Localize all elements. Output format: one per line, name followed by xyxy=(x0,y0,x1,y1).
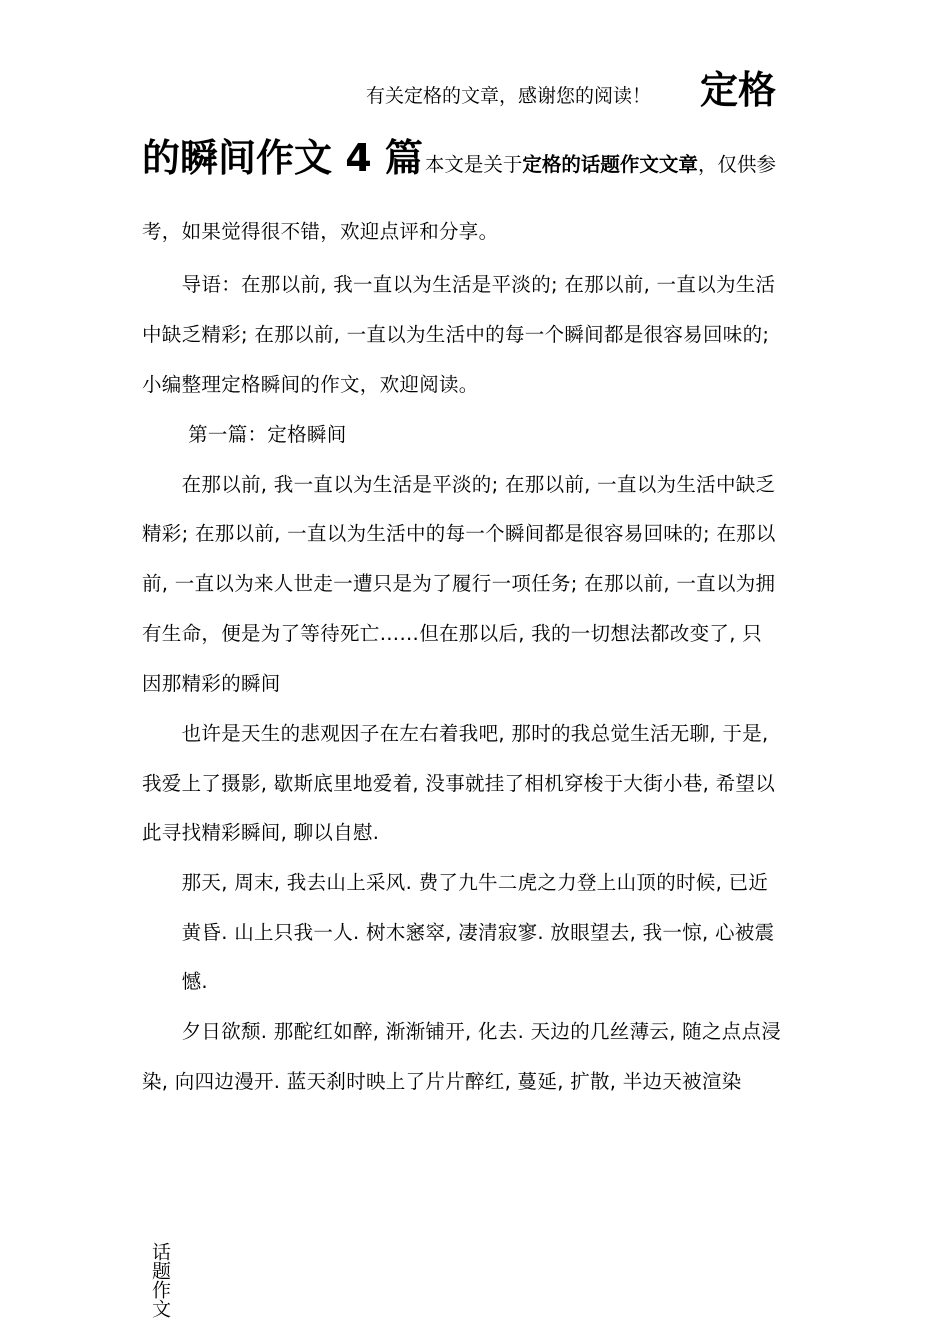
section-heading: 第一篇：定格瞬间 xyxy=(142,423,347,446)
intro-line-2: 考，如果觉得很不错，欢迎点评和分享。 xyxy=(142,220,499,243)
footer-category: 话题作文 xyxy=(149,1242,171,1318)
body-line: 导语：在那以前, 我一直以为生活是平淡的; 在那以前, 一直以为生活 xyxy=(142,273,776,296)
intro-suffix: 仅供参 xyxy=(717,153,776,176)
intro-topic: 定格的话题作文文章 xyxy=(522,153,698,176)
intro-prefix: 本文是关于 xyxy=(424,153,523,176)
thanks-note: 有关定格的文章，感谢您的阅读！ xyxy=(366,85,652,107)
title-part-1: 定格 xyxy=(700,68,777,112)
title-part-2: 的瞬间作文 4 篇 xyxy=(142,136,423,180)
body-line: 在那以前, 我一直以为生活是平淡的; 在那以前, 一直以为生活中缺乏 xyxy=(142,473,776,496)
intro-sentence xyxy=(425,152,776,178)
body-line: 中缺乏精彩; 在那以前, 一直以为生活中的每一个瞬间都是很容易回味的; xyxy=(142,323,770,346)
body-line: 夕日欲颓. 那酡红如醉, 渐渐铺开, 化去. 天边的几丝薄云, 随之点点浸 xyxy=(142,1020,782,1043)
intro-comma: ， xyxy=(697,153,718,176)
body-line: 憾. xyxy=(142,970,208,993)
body-line: 也许是天生的悲观因子在左右着我吧, 那时的我总觉生活无聊, 于是, xyxy=(142,722,769,745)
body-line: 此寻找精彩瞬间, 聊以自慰. xyxy=(142,821,380,844)
body-line: 那天, 周末, 我去山上采风. 费了九牛二虎之力登上山顶的时候, 已近 xyxy=(142,871,769,894)
body-line: 染, 向四边漫开. 蓝天刹时映上了片片醉红, 蔓延, 扩散, 半边天被渲染 xyxy=(142,1070,742,1093)
body-line: 我爱上了摄影, 歇斯底里地爱着, 没事就挂了相机穿梭于大街小巷, 希望以 xyxy=(142,772,775,795)
body-line: 因那精彩的瞬间 xyxy=(142,672,281,695)
body-line: 前, 一直以为来人世走一遭只是为了履行一项任务; 在那以前, 一直以为拥 xyxy=(142,572,776,595)
body-line: 精彩; 在那以前, 一直以为生活中的每一个瞬间都是很容易回味的; 在那以 xyxy=(142,522,776,545)
title-line xyxy=(142,134,776,182)
body-line: 有生命，便是为了等待死亡……但在那以后, 我的一切想法都改变了, 只 xyxy=(142,622,762,645)
body-line: 黄昏. 山上只我一人. 树木窸窣, 凄清寂寥. 放眼望去, 我一惊, 心被震 xyxy=(142,921,775,944)
body-line: 小编整理定格瞬间的作文，欢迎阅读。 xyxy=(142,373,479,396)
